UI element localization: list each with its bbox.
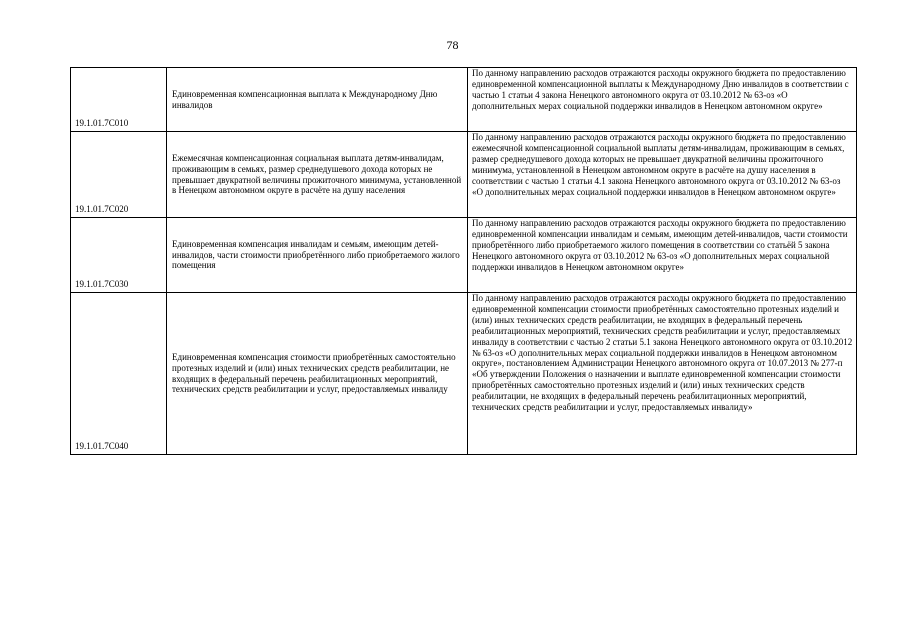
table-row (71, 68, 857, 132)
row-name: Ежемесячная компенсационная социальная выплата детям-инвалидам, проживающим в семьях, размер среднедушевого дохода которых не превышает двукратной величины прожиточного минимума, установленной в Ненецком автономном округе в расчёте на душу населения (167, 132, 468, 218)
row-name: Единовременная компенсация инвалидам и семьям, имеющим детей-инвалидов, части стоимости приобретённого либо приобретаемого жилого помещения (167, 218, 468, 293)
budget-classification-table (70, 67, 857, 455)
page-number: 78 (446, 38, 459, 52)
row-code: 19.1.01.7С040 (71, 293, 167, 455)
table-row (71, 293, 857, 455)
table-row (71, 218, 857, 293)
row-name: Единовременная компенсационная выплата к Международному Дню инвалидов (167, 68, 468, 132)
row-name: Единовременная компенсация стоимости приобретённых самостоятельно протезных изделий и (или) иных технических средств реабилитации, не входящих в федеральный перечень реабилитационных мероприятий, технических средств реабилитации и услуг, предоставляемых инвалиду (167, 293, 468, 455)
row-description: По данному направлению расходов отражаются расходы окружного бюджета по предоставлению ежемесячной компенсационной социальной выплаты детям-инвалидам, проживающим в семьях, размер среднедушевого дохода которых не превышает двукратной величины прожиточного минимума, установленной в Ненецком автономном округе в расчёте на душу населения в соответствии с частью 1 статьи 4.1 закона Ненецкого автономного округа от 03.10.2012 № 63-оз «О дополнительных мерах социальной поддержки инвалидов в Ненецком автономном округе» (468, 132, 857, 218)
row-code: 19.1.01.7С010 (71, 68, 167, 132)
row-description: По данному направлению расходов отражаются расходы окружного бюджета по предоставлению единовременной компенсационной выплаты к Международному Дню инвалидов в соответствии с частью 1 статьи 4 закона Ненецкого автономного округа от 03.10.2012 № 63-оз «О дополнительных мерах социальной поддержки инвалидов в Ненецком автономном округе» (468, 68, 857, 132)
table-row (71, 132, 857, 218)
row-code: 19.1.01.7С030 (71, 218, 167, 293)
row-code: 19.1.01.7С020 (71, 132, 167, 218)
row-description: По данному направлению расходов отражаются расходы окружного бюджета по предоставлению единовременной компенсации инвалидам и семьям, имеющим детей-инвалидов, части стоимости приобретённого либо приобретаемого жилого помещения в соответствии со статьёй 5 закона Ненецкого автономного округа от 03.10.2012 № 63-оз «О дополнительных мерах социальной поддержки инвалидов в Ненецком автономном округе» (468, 218, 857, 293)
row-description: По данному направлению расходов отражаются расходы окружного бюджета по предоставлению единовременной компенсации стоимости приобретённых самостоятельно протезных изделий и (или) иных технических средств реабилитации, не входящих в федеральный перечень реабилитационных мероприятий, технических средств реабилитации и услуг, предоставляемых инвалиду в соответствии с частью 2 статьи 5.1 закона Ненецкого автономного округа от 03.10.2012 № 63-оз «О дополнительных мерах социальной поддержки инвалидов в Ненецком автономном округе», постановлением Администрации Ненецкого автономного округа от 10.07.2013 № 277-п «Об утверждении Положения о назначении и выплате единовременной компенсации стоимости приобретённых самостоятельно протезных изделий и (или) иных технических средств реабилитации, не входящих в федеральный перечень реабилитационных мероприятий, технических средств реабилитации и услуг, предоставляемых инвалиду» (468, 293, 857, 455)
